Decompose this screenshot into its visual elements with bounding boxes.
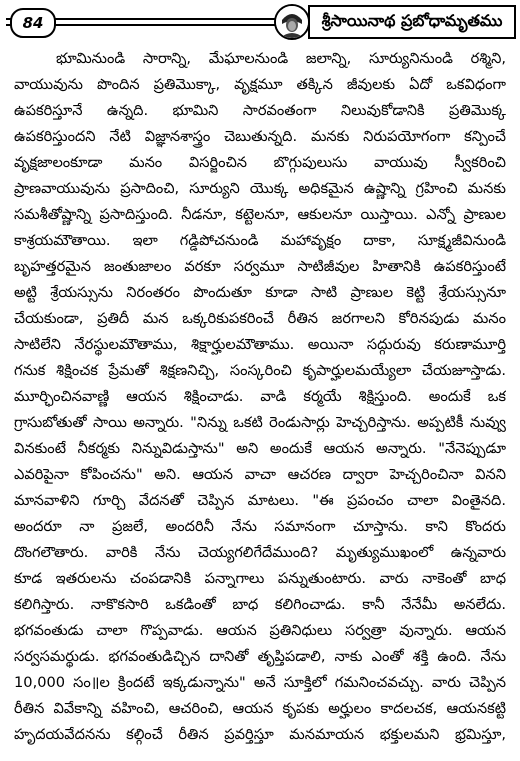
text-line: ఎవరిపైనా కోపించను" అని. ఆయన వాచా ఆచరణ ద్వారా హెచ్చరించినా వినని bbox=[14, 466, 506, 483]
text-line: దొంగలౌతారు. వారికి నేను చెయ్యగలిగేదేముంది? మృత్యుముఖంలో ఉన్నవారు bbox=[14, 544, 506, 561]
text-line: వృక్షజాలంకూడా మనం విసర్జించిన బొగ్గుపులుసు వాయువు స్వీకరించి bbox=[14, 154, 506, 171]
text-line: కూడ ఇతరులను చంపడానికి పన్నాగాలు పన్నుతుంటారు. వారు నాకెంతో బాధ bbox=[14, 570, 506, 587]
text-line: ఉపకరిస్తుందని నేటి విజ్ఞానశాస్త్రం చెబుతున్నది. మనకు నిరుపయోగంగా కన్పించే bbox=[14, 128, 506, 145]
text-line: మానవాళిని గూర్చి వేదనతో చెప్పిన మాటలు. "ఈ ప్రపంచం చాలా వింతైనది. bbox=[14, 492, 506, 509]
text-line: భగవంతుడు చాలా గొప్పవాడు. ఆయన ప్రతినిధులు సర్వత్రా వున్నారు. ఆయన bbox=[14, 622, 506, 639]
text-line: బృహత్తరమైన జంతుజాలం వరకూ సర్వమూ సాటిజీవుల హితానికి ఉపకరిస్తుంటే bbox=[14, 258, 506, 275]
text-line: కాశ్రయమౌతాయి. ఇలా గడ్డిపోచనుండి మహావృక్షం దాకా, సూక్ష్మజీవినుండి bbox=[14, 232, 506, 249]
text-line: 10,000 సం॥ల క్రిందటే ఇక్కడున్నాను" అనే సూక్తిలో గమనించవచ్చు. వారు చెప్పిన bbox=[14, 674, 506, 691]
text-line: అట్టి శ్రేయస్సును నిరంతరం పొందుతూ కూడా సాటి ప్రాణుల కెట్టి శ్రేయస్సునూ bbox=[14, 284, 506, 301]
text-line: రీతిన వివేకాన్ని వహించి, ఆచరించి, ఆయన కృపకు అర్హులం కాదలచక, ఆయనకట్టి bbox=[14, 700, 506, 717]
text-line: సాటిలేని నేరస్థులమౌతాము, శిక్షార్హులమౌతాము. అయినా సద్గురువు కరుణామూర్తి bbox=[14, 336, 506, 353]
page-number: 84 bbox=[10, 8, 56, 38]
page-header bbox=[6, 4, 514, 38]
text-line: అందరూ నా ప్రజలే, అందరినీ నేను సమానంగా చూస్తాను. కాని కొందరు bbox=[14, 518, 506, 535]
text-line: గ్రాసుబోతుతో సాయి అన్నారు. "నిన్ను ఒకటి రెండుసార్లు హెచ్చరిస్తాను. అప్పటికీ నువ్వు bbox=[14, 414, 506, 431]
text-line: భూమినుండి సారాన్ని, మేఘాలనుండి జలాన్ని, సూర్యునినుండి రశ్మిని, bbox=[56, 50, 506, 67]
text-line: ప్రాణవాయువును ప్రసాదించి, సూర్యుని యొక్క అధికమైన ఉష్ణాన్ని గ్రహించి మనకు bbox=[14, 180, 506, 197]
text-line: హృదయవేదనను కల్గించే రీతిన ప్రవర్తిస్తూ మనమాయన భక్తులమని భ్రమిస్తూ, bbox=[14, 726, 506, 743]
text-line: వాయువును పొందిన ప్రతిమొక్కా, వృక్షమూ తక్కిన జీవులకు ఏదో ఒకవిధంగా bbox=[14, 76, 506, 93]
sai-baba-portrait-icon bbox=[274, 4, 310, 40]
book-title: శ్రీసాయినాథ ప్రబోధామృతము bbox=[308, 5, 516, 39]
text-line: కలిగిస్తారు. నాకొకసారి ఒకడింతో బాధ కలిగించాడు. కానీ నేనేమీ అనలేదు. bbox=[14, 596, 506, 613]
text-line: ఉపకరిస్తూనే ఉన్నది. భూమిని సారవంతంగా నిలువుకోడానికి ప్రతిమొక్క bbox=[14, 102, 506, 119]
text-line: చేయకుండా, ప్రతిదీ మన ఒక్కరికుపకరించే రీతిన జరగాలని కోరినపుడు మనం bbox=[14, 310, 506, 327]
text-line: సర్వసమర్థుడు. భగవంతుడిచ్చిన దానితో తృప్తిపడాలి, నాకు ఎంతో శక్తి ఉంది. నేను bbox=[14, 648, 506, 665]
text-line: మూర్ఛించినవాణ్ణి ఆయన శిక్షించాడు. వాడి కర్మయే శిక్షిస్తుంది. అందుకే ఒక bbox=[14, 388, 506, 405]
text-line: వినకుంటే నీకర్మకు నిన్నువిడుస్తాను" అని అందుకే ఆయన అన్నారు. "నేనెప్పుడూ bbox=[14, 440, 506, 457]
text-line: గనుక శిక్షించక ప్రేమతో శిక్షణనిచ్చి, సంస్కరించి కృపార్హులమయ్యేలా చేయజూస్తాడు. bbox=[14, 362, 506, 379]
text-line: సమశీతోష్ణాన్ని ప్రసాదిస్తుంది. నీడనూ, కట్టెలనూ, ఆకులనూ యిస్తాయి. ఎన్నో ప్రాణుల bbox=[14, 206, 506, 223]
